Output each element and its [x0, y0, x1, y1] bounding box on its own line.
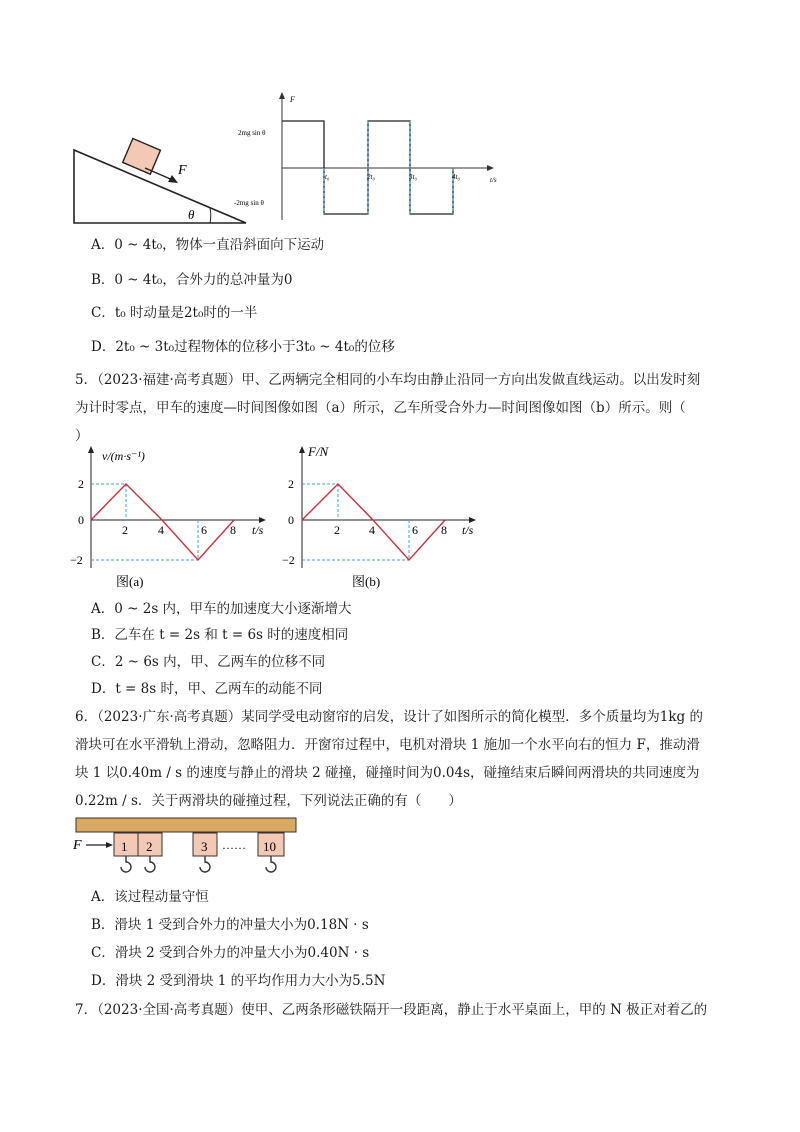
velocity-line	[91, 484, 234, 560]
q5-option-d[interactable]: D．t = 8s 时，甲、乙两车的动能不同	[91, 681, 323, 697]
x-tick-2: 2	[122, 523, 128, 537]
x-label: t/s	[252, 523, 264, 537]
x-tick-8: 8	[441, 523, 447, 537]
q7-stem: 7．（2023·全国·高考真题）使甲、乙两条形磁铁隔开一段距离，静止于水平桌面上，甲的 N 极正对着乙的	[75, 1002, 708, 1018]
q4-figures	[60, 88, 500, 228]
caption-b: 图(b)	[352, 574, 381, 589]
y-tick-neg2: −2	[70, 553, 83, 567]
force-time-graph	[234, 92, 497, 220]
y-label: F/N	[308, 444, 329, 459]
q4-option-b[interactable]: B．0 ~ 4t₀，合外力的总冲量为0	[91, 272, 293, 288]
force-line	[302, 484, 445, 560]
svg-text:10: 10	[263, 839, 276, 854]
caption-a: 图(a)	[116, 574, 144, 589]
angle-label: θ	[188, 207, 195, 222]
x-label: t/s	[462, 523, 474, 537]
q6-option-a[interactable]: A．该过程动量守恒	[91, 889, 209, 905]
q5-graph-a	[70, 440, 285, 595]
tick-3t0: 3t₀	[409, 173, 417, 181]
block-2	[138, 833, 162, 872]
incline-figure	[74, 138, 246, 223]
block-3	[193, 833, 217, 872]
q6-option-c[interactable]: C．滑块 2 受到合外力的冲量大小为0.40N · s	[91, 945, 370, 961]
y-tick-2: 2	[78, 477, 84, 491]
q6-option-d[interactable]: D．滑块 2 受到滑块 1 的平均作用力大小为5.5N	[91, 973, 386, 989]
force-label: F	[73, 838, 82, 853]
tick-t0: t₀	[325, 173, 330, 181]
x-tick-4: 4	[158, 523, 164, 537]
x-tick-8: 8	[230, 523, 236, 537]
y-tick-2: 2	[288, 477, 294, 491]
q4-option-c[interactable]: C．t₀ 时动量是2t₀时的一半	[91, 305, 258, 321]
x-tick-6: 6	[201, 523, 207, 537]
block	[123, 138, 161, 174]
y-axis-label: F	[290, 95, 295, 104]
force-label: F	[178, 163, 187, 178]
tick-4t0: 4t₀	[452, 173, 460, 181]
rail	[76, 818, 296, 832]
dots: ……	[222, 838, 246, 852]
y-tick-0: 0	[78, 513, 84, 527]
svg-text:3: 3	[201, 839, 208, 854]
x-tick-4: 4	[369, 523, 375, 537]
q5-option-b[interactable]: B．乙车在 t = 2s 和 t = 6s 时的速度相同	[91, 627, 349, 643]
q4-option-d[interactable]: D．2t₀ ~ 3t₀过程物体的位移小于3t₀ ~ 4t₀的位移	[91, 339, 395, 355]
tick-2t0: 2t₀	[367, 173, 375, 181]
block-10	[258, 833, 284, 872]
q6-option-b[interactable]: B．滑块 1 受到合外力的冲量大小为0.18N · s	[91, 917, 369, 933]
y-label: v/(m·s⁻¹)	[102, 449, 145, 463]
q5-option-a[interactable]: A．0 ~ 2s 内，甲车的加速度大小逐渐增大	[91, 601, 352, 617]
x-axis-label: t/s	[490, 176, 497, 184]
y-top-label: 2mg sin θ	[238, 129, 266, 137]
x-tick-6: 6	[412, 523, 418, 537]
y-bottom-label: -2mg sin θ	[234, 199, 264, 207]
y-tick-neg2: −2	[282, 553, 295, 567]
q5-option-c[interactable]: C．2 ~ 6s 内，甲、乙两车的位移不同	[91, 654, 326, 670]
svg-text:2: 2	[146, 839, 153, 854]
q5-stem: 5．（2023·福建·高考真题）甲、乙两辆完全相同的小车均由静止沿同一方向出发做直线运动。以出发时刻 为计时零点，甲车的速度—时间图像如图（a）所示，乙车所受合外力—时间图像如图（b）所示。则（ ）	[75, 372, 701, 444]
q6-stem: 6．（2023·广东·高考真题）某同学受电动窗帘的启发，设计了如图所示的简化模型．多个质量均为1kg 的 滑块可在水平滑轨上滑动，忽略阻力．开窗帘过程中，电机对滑块 1 施加一个水平向右的恒力 F，推动滑 块 1 以0.40m / s 的速度与静止的滑块 2 碰撞，碰撞时间为0.04s，碰撞结束后瞬间两滑块的共同速度为 0.22m / s．关于两滑块的碰撞过程，下列说法正确的有（ ）	[75, 709, 703, 809]
q4-option-a[interactable]: A．0 ~ 4t₀，物体一直沿斜面向下运动	[91, 237, 325, 253]
y-tick-0: 0	[288, 513, 294, 527]
block-1	[114, 833, 138, 872]
q6-slider-figure	[70, 815, 305, 877]
x-tick-2: 2	[334, 523, 340, 537]
q5-graph-b	[284, 440, 499, 595]
svg-text:1: 1	[121, 839, 128, 854]
